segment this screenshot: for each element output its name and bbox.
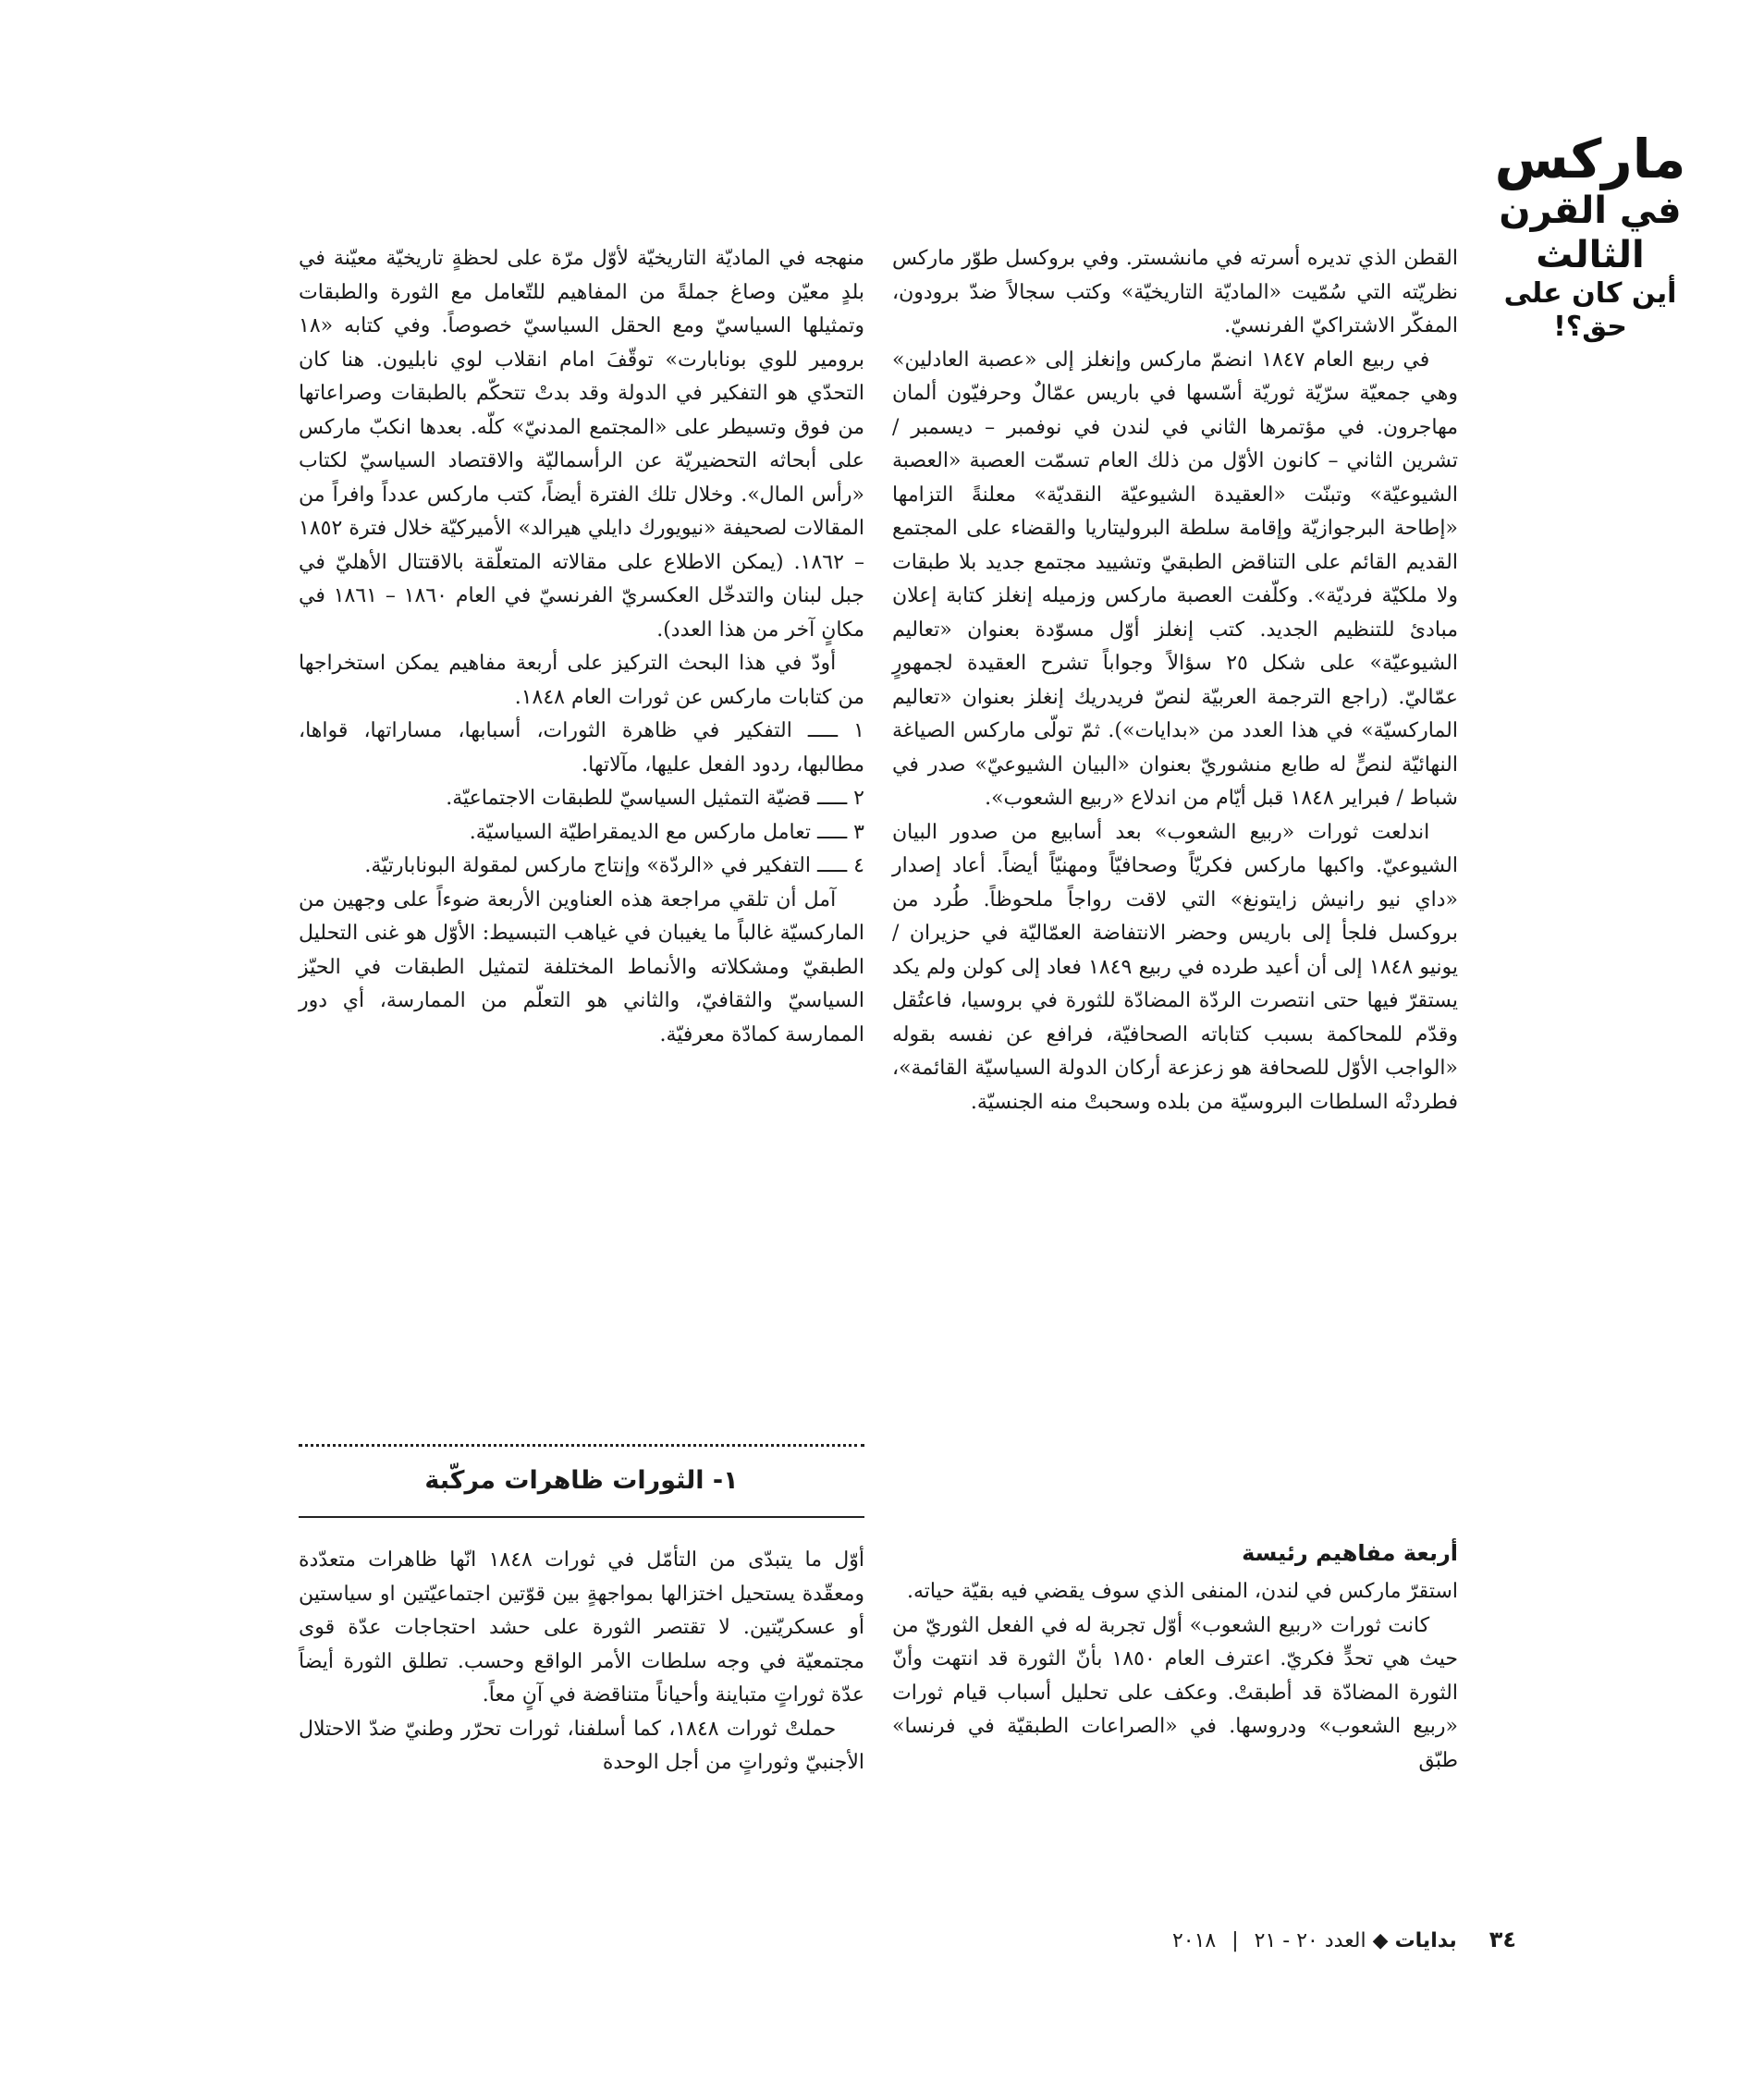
column-left-bottom [299, 1544, 864, 1780]
issue-number: العدد ٢٠ - ٢١ [1254, 1929, 1366, 1952]
paragraph: آمل أن تلقي مراجعة هذه العناوين الأربعة ضوءاً على وجهين من الماركسيّة غالباً ما يغيبان في غياهب التبسيط: الأوّل هو غنى التحليل الطبقيّ ومشكلاته والأنماط المختلفة لتمثيل الطبقات في الحيّز السياسيّ والثقافيّ، والثاني هو التعلّم من الممارسة، أي دور الممارسة كمادّة معرفيّة. [299, 887, 864, 1046]
paragraph: اندلعت ثورات «ربيع الشعوب» بعد أسابيع من صدور البيان الشيوعيّ. واكبها ماركس فكريّاً وصحافيّاً ومهنيّاً أيضاً. أعاد إصدار «داي نيو رانيش زايتونغ» التي لاقت رواجاً ملحوظاً. طُرد من بروكسل فلجأ إلى باريس وحضر الانتفاضة العمّاليّة في حزيران / يونيو ١٨٤٨ إلى أن أعيد طرده في ربيع ١٨٤٩ فعاد إلى كولن ولم يكد يستقرّ فيها حتى انتصرت الردّة المضادّة للثورة في بروسيا، فاعتُقل وقدّم للمحاكمة بسبب كتاباته الصحافيّة، فرافع عن نفسه بقوله «الواجب الأوّل للصحافة هو زعزعة أركان الدولة السياسيّة القائمة»، فطردتْه السلطات البروسيّة من بلده وسحبتْ منه الجنسيّة. [892, 820, 1459, 1114]
paragraph: استقرّ ماركس في لندن، المنفى الذي سوف يقضي فيه بقيّة حياته. [907, 1580, 1458, 1603]
masthead-line-2: في القرن الثالث [1499, 190, 1682, 276]
paragraph: أوّل ما يتبدّى من التأمّل في ثورات ١٨٤٨ انّها ظاهرات متعدّدة ومعقّدة يستحيل اختزالها بمواجهةٍ بين قوّتين اجتماعيّتين او سياستين أو عسكريّتين. لا تقتصر الثورة على حشد احتجاجات عدّة قوى مجتمعيّة في وجه سلطات الأمر الواقع وحسب. تطلق الثورة أيضاً عدّة ثوراتٍ متباينة وأحياناً متناقضة في آنٍ معاً. [299, 1548, 864, 1707]
page-footer [1128, 1921, 1516, 1958]
paragraph: القطن الذي تديره أسرته في مانشستر. وفي بروكسل طوّر ماركس نظريّته التي سُمّيت «الماديّة التاريخيّة» وكتب سجالاً ضدّ برودون، المفكّر الاشتراكيّ الفرنسيّ. [892, 247, 1458, 337]
paragraph: في ربيع العام ١٨٤٧ انضمّ ماركس وإنغلز إلى «عصبة العادلين» وهي جمعيّة سرّيّة ثوريّة أسّسها في باريس عمّالٌ وحرفيّون ألمان مهاجرون. في مؤتمرها الثاني في لندن في نوفمبر – ديسمبر / تشرين الثاني – كانون الأوّل من ذلك العام تسمّت العصبة «العصبة الشيوعيّة» وتبنّت «العقيدة الشيوعيّة النقديّة» معلنةً التزامها «إطاحة البرجوازيّة وإقامة سلطة البروليتاريا والقضاء على المجتمع القديم القائم على التناقض الطبقيّ وتشييد مجتمع جديد بلا طبقات ولا ملكيّة فرديّة». وكلّفت العصبة ماركس وزميله إنغلز كتابة إعلان مبادئ للتنظيم الجديد. كتب إنغلز أوّل مسوّدة بعنوان «تعاليم الشيوعيّة» على شكل ٢٥ سؤالاً وجواباً تشرح العقيدة لجمهورٍ عمّاليّ. (راجع الترجمة العربيّة لنصّ فريدريك إنغلز بعنوان «تعاليم الماركسيّة» في هذا العدد من «بدايات»). ثمّ تولّى ماركس الصياغة النهائيّة لنصٍّ له طابع منشوريّ بعنوان «البيان الشيوعيّ» صدر في شباط / فبراير ١٨٤٨ قبل أيّام من اندلاع «ربيع الشعوب». [892, 348, 1458, 810]
subheading: أربعة مفاهيم رئيسة [1242, 1540, 1458, 1566]
solid-rule [299, 1516, 864, 1518]
paragraph: حملتْ ثورات ١٨٤٨، كما أسلفنا، ثورات تحرّر وطنيّ ضدّ الاحتلال الأجنبيّ وثوراتٍ من أجل الوحدة [299, 1717, 864, 1774]
paragraph: أودّ في هذا البحث التركيز على أربعة مفاهيم يمكن استخراجها من كتابات ماركس عن ثورات العام ١٨٤٨. [299, 652, 864, 709]
masthead-line-3: أين كان على حق؟! [1503, 277, 1677, 343]
dotted-rule [299, 1444, 864, 1447]
page-number: ٣٤ [1488, 1927, 1516, 1952]
diamond-icon: ◆ [1372, 1929, 1389, 1952]
list-item: ٣ ـــــ تعامل ماركس مع الديمقراطيّة السياسيّة. [469, 820, 864, 844]
magazine-name: بدايات [1394, 1929, 1457, 1952]
masthead-line-1: ماركس [1494, 128, 1686, 190]
issue-year: ٢٠١٨ [1171, 1929, 1217, 1952]
list-item: ٢ ـــــ قضيّة التمثيل السياسيّ للطبقات الاجتماعيّة. [446, 787, 864, 810]
column-right-top [892, 242, 1458, 1120]
section-heading-box [299, 1444, 864, 1518]
column-left-top [299, 242, 864, 1052]
footer-separator: | [1231, 1929, 1239, 1952]
masthead-logo [1479, 129, 1701, 344]
paragraph: كانت ثورات «ربيع الشعوب» أوّل تجربة له في الفعل الثوريّ من حيث هي تحدٍّ فكريّ. اعترف العام ١٨٥٠ بأنّ الثورة قد انتهت وأنّ الثورة المضادّة قد أطبقتْ. وعكف على تحليل أسباب قيام ثورات «ربيع الشعوب» ودروسها. في «الصراعات الطبقيّة في فرنسا» طبّق [892, 1613, 1459, 1772]
paragraph: منهجه في الماديّة التاريخيّة لأوّل مرّة على لحظةٍ تاريخيّة معيّنة في بلدٍ معيّن وصاغ جملةً من المفاهيم للتّعامل مع الثورة والطبقات وتمثيلها السياسيّ ومع الحقل السياسيّ خصوصاً. وفي كتابه «١٨ برومير للوي بونابارت» توقّفَ امام انقلاب لوي نابليون. هنا كان التحدّي هو التفكير في الدولة وقد بدتْ تتحكّم بالطبقات وصراعاتها من فوق وتسيطر على «المجتمع المدنيّ» كلّه. بعدها انكبّ ماركس على أبحاثه التحضيريّة عن الرأسماليّة والاقتصاد السياسيّ لكتاب «رأس المال». وخلال تلك الفترة أيضاً، كتب ماركس عدداً وافراً من المقالات لصحيفة «نيويورك دايلي هيرالد» الأميركيّة خلال فترة ١٨٥٢ – ١٨٦٢. (يمكن الاطلاع على مقالاته المتعلّقة بالاقتتال الأهليّ في جبل لبنان والتدخّل العكسريّ الفرنسيّ في العام ١٨٦٠ – ١٨٦١ في مكانٍ آخر من هذا العدد). [299, 247, 865, 642]
column-right-bottom [892, 1575, 1458, 1778]
section-title: ١- الثورات ظاهرات مركّبة [424, 1466, 739, 1495]
list-item: ١ ـــــ التفكير في ظاهرة الثورات، أسبابها، مساراتها، قواها، مطالبها، ردود الفعل عليها، مآلاتها. [299, 719, 864, 777]
list-item: ٤ ـــــ التفكير في «الردّة» وإنتاج ماركس لمقولة البونابارتيّة. [364, 854, 864, 877]
